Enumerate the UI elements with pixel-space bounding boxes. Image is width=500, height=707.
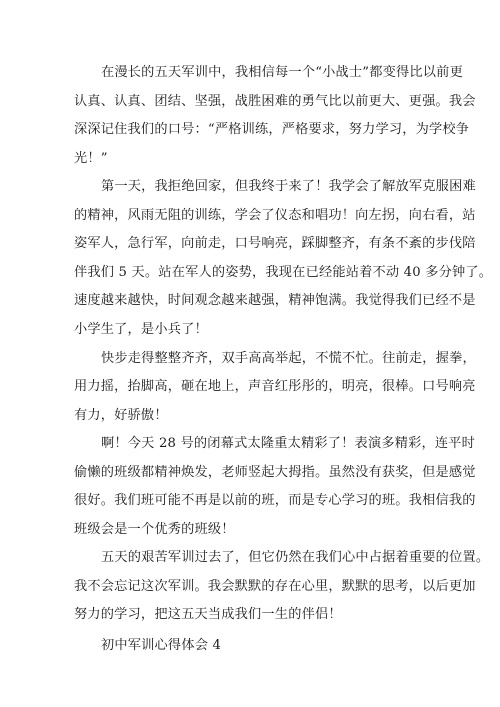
section-heading: 初中军训心得体会 4 [101, 638, 222, 653]
text-line: 第一天，我拒绝回家，但我终于来了！我学会了解放军克服困难 [101, 179, 476, 194]
text-line: 姿军人，急行军，向前走，口号响亮，踩脚整齐，有条不紊的步伐陪 [74, 236, 476, 251]
text-line: 小学生了，是小兵了！ [74, 322, 208, 337]
text-line: 班级会是一个优秀的班级！ [74, 522, 235, 537]
text-line: 我不会忘记这次军训。我会默默的存在心里，默默的思考，以后更加 [74, 579, 476, 594]
text-line: 很好。我们班可能不再是以前的班，而是专心学习的班。我相信我的 [74, 493, 476, 508]
text-line: 偷懒的班级都精神焕发，老师竖起大拇指。虽然没有获奖，但是感觉 [74, 465, 476, 480]
text-line: 伴我们 5 天。站在军人的姿势，我现在已经能站着不动 40 多分钟了。 [74, 265, 493, 280]
text-line: 快步走得整整齐齐，双手高高举起，不慌不忙。往前走，握拳， [101, 351, 476, 366]
text-line: 五天的艰苦军训过去了，但它仍然在我们心中占据着重要的位置。 [101, 550, 490, 565]
text-line: 速度越来越快，时间观念越来越强，精神饱满。我觉得我们已经不是 [74, 293, 476, 308]
text-line: 光！” [74, 151, 108, 166]
text-line: 努力的学习，把这五天当成我们一生的伴侣！ [74, 607, 342, 622]
text-line: 啊！今天 28 号的闭幕式太隆重太精彩了！表演多精彩，连平时 [101, 436, 476, 451]
text-line: 有力，好骄傲！ [74, 408, 168, 423]
text-line: 在漫长的五天军训中，我相信每一个“小战士”都变得比以前更 [101, 65, 463, 80]
text-line: 深深记住我们的口号：“严格训练，严格要求，努力学习，为学校争 [74, 122, 470, 137]
text-line: 认真、认真、团结、坚强，战胜困难的勇气比以前更大、更强。我会 [74, 94, 476, 109]
text-line: 用力摇，抬脚高，砸在地上，声音红彤彤的，明亮，很棒。口号响亮 [74, 379, 476, 394]
text-line: 的精神，风雨无阻的训练，学会了仪态和唱功！向左拐，向右看，站 [74, 208, 476, 223]
